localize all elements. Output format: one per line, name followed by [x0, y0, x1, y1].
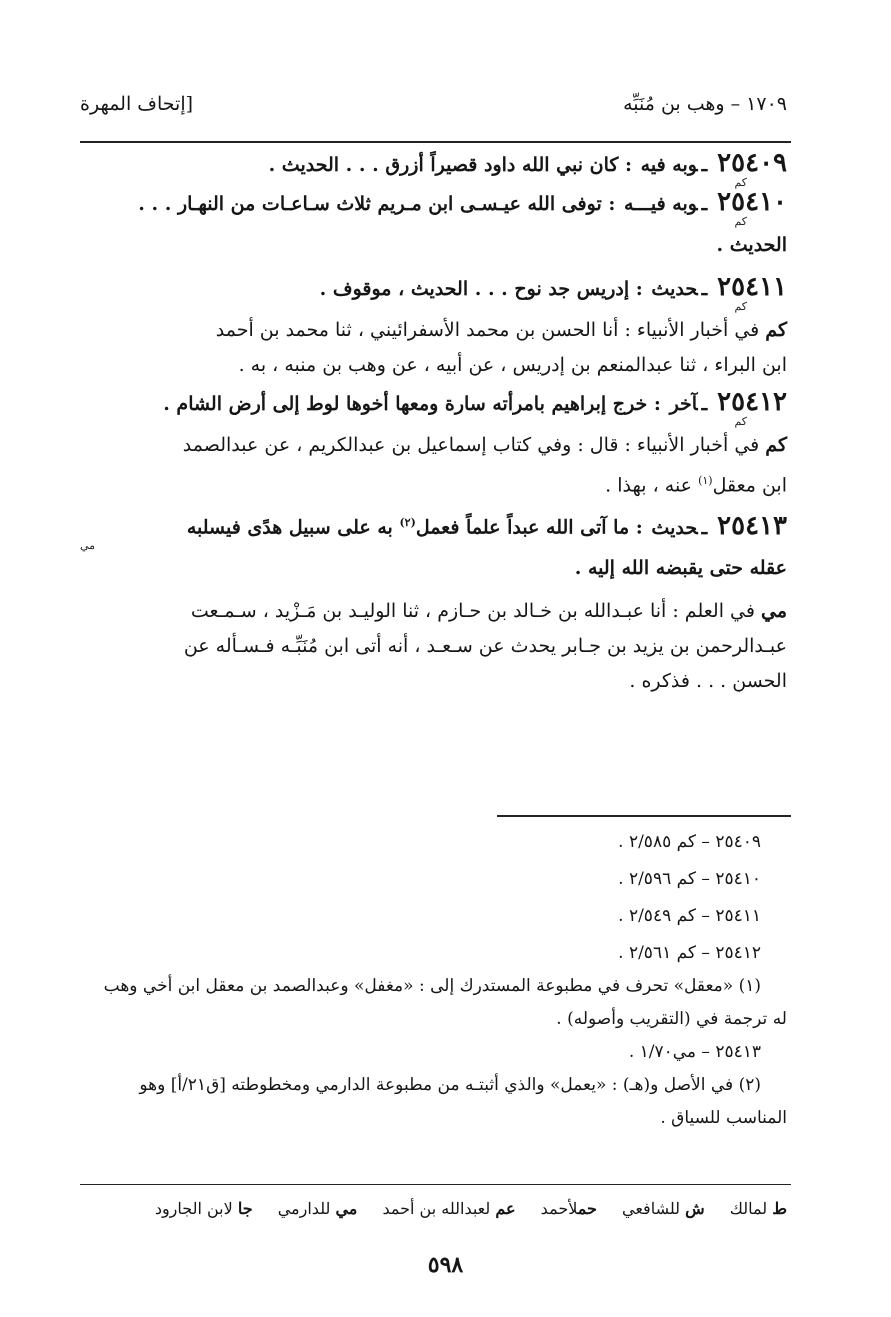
source-text: في العلم : أنا عبـدالله بن خـالد بن حـازم ، ثنا الوليـد بن مَـزْيد ، سـمـعت	[190, 599, 755, 622]
dash: ـ	[701, 278, 708, 300]
source-continuation: ابن البراء ، ثنا عبدالمنعم بن إدريس ، عن أبيه ، عن وهب بن منبه ، به .	[238, 354, 787, 376]
dash: ـ	[701, 154, 708, 176]
entry-continuation: الحديث .	[716, 234, 787, 256]
footnote-note-continuation: له ترجمة في (التقريب وأصوله) .	[556, 1009, 787, 1029]
source-code: كم	[734, 176, 747, 189]
source-paragraph	[80, 313, 787, 348]
footnote-reference: ٢٥٤١٣ – مي١/٧٠ .	[628, 1042, 761, 1062]
abbreviation-item: جا لابن الجارود	[154, 1199, 253, 1218]
entry-text: : ما آتى الله عبداً علماً فعمل	[415, 516, 643, 539]
entry-number: ٢٥٤١٣	[717, 510, 787, 541]
entry-number: ٢٥٤١١	[717, 272, 787, 302]
footnote-rule	[497, 815, 791, 817]
running-header-chapter: ١٧٠٩ – وهب بن مُنَبِّه	[623, 93, 787, 115]
footnote-ref: (٢)	[399, 516, 416, 530]
footnotes	[80, 828, 787, 1133]
footnote-note-continuation: المناسب للسياق .	[660, 1108, 787, 1128]
running-header-book: [إتحاف المهرة	[80, 93, 194, 115]
entry-text: : خرج إبراهيم بامرأته سارة ومعها أخوها لوط إلى أرض الشام .	[163, 393, 661, 415]
dash: ـ	[701, 193, 708, 215]
hadith-entry	[80, 274, 787, 303]
source-continuation: الحسن . . . فذكره .	[629, 669, 787, 692]
source-text: في أخبار الأنبياء : قال : وفي كتاب إسماعيل بن عبدالكريم ، عن عبدالصمد	[182, 434, 760, 456]
abbreviation-item: مي للدارمي	[277, 1199, 358, 1218]
entry-label: حديث	[651, 516, 698, 539]
page-number: ٥٩٨	[427, 1252, 464, 1278]
abbreviation-item: عم لعبدالله بن أحمد	[382, 1199, 516, 1218]
source-code: مي	[80, 538, 96, 552]
source-text: عنه ، بهذا .	[605, 474, 699, 497]
footnote-reference: ٢٥٤١١ – كم ٢/٥٤٩ .	[618, 906, 761, 926]
source-paragraph	[80, 428, 787, 463]
source-continuation	[80, 463, 787, 503]
source-code: كم	[734, 300, 747, 313]
source-code: كم	[734, 415, 747, 428]
hadith-entry	[80, 389, 787, 418]
dash: ـ	[701, 516, 708, 539]
abbreviation-item: حملأحمد	[540, 1199, 597, 1218]
source-label: كم	[765, 434, 787, 456]
entry-label: وبه فيه	[640, 154, 698, 176]
hadith-entry	[80, 150, 787, 179]
dash: ـ	[701, 393, 708, 415]
footnote-reference: ٢٥٤١٢ – كم ٢/٥٦١ .	[618, 943, 761, 963]
abbreviation-item: ش للشافعي	[622, 1199, 705, 1218]
footnote-reference: ٢٥٤١٠ – كم ٢/٥٩٦ .	[618, 869, 761, 889]
source-text: ابن معقل	[712, 474, 787, 497]
source-continuation: عبـدالرحمن بن يزيد بن جـابر يحدث عن سـعـد ، أنه أتى ابن مُنَبِّـه فـسـأله عن	[183, 634, 787, 657]
entry-label: آخر	[669, 393, 698, 415]
hadith-entry	[80, 189, 787, 218]
entry-text: به على سبيل هدًى فيسلبه	[186, 516, 400, 539]
entry-number: ٢٥٤١٠	[717, 187, 787, 217]
entry-label: حديث	[651, 278, 698, 300]
main-text	[80, 150, 787, 699]
entry-text: : إدريس جد نوح . . . الحديث ، موقوف .	[319, 278, 643, 300]
entry-number: ٢٥٤٠٩	[717, 148, 787, 178]
entry-label: وبه فيـــه	[623, 193, 698, 215]
entry-text: : توفى الله عيـسـى ابن مـريم ثلاث سـاعـات من النهـار . . .	[138, 193, 616, 215]
footnote-note: (٢) في الأصل و(هـ) : «يعمل» والذي أثبتـه من مطبوعة الدارمي ومخطوطته [ق٢١/أ] وهو	[139, 1075, 761, 1095]
header-rule	[80, 141, 791, 143]
abbreviation-item: ط لمالك	[729, 1199, 787, 1218]
footnote-ref: (١)	[698, 474, 713, 487]
footnote-note: (١) «معقل» تحرف في مطبوعة المستدرك إلى : «مغفل» وعبدالصمد بن معقل ابن أخي وهب	[103, 976, 761, 996]
source-text: في أخبار الأنبياء : أنا الحسن بن محمد الأسفرائيني ، ثنا محمد بن أحمد	[215, 319, 760, 341]
entry-continuation: عقله حتى يقبضه الله إليه .	[574, 556, 787, 579]
entry-number: ٢٥٤١٢	[717, 387, 787, 417]
footnote-reference: ٢٥٤٠٩ – كم ٢/٥٨٥ .	[618, 832, 761, 852]
hadith-entry	[80, 509, 787, 541]
source-label: مي	[760, 599, 787, 622]
abbreviation-rule	[80, 1184, 791, 1185]
source-label: كم	[765, 319, 787, 341]
source-paragraph	[80, 594, 787, 629]
abbreviation-key	[135, 1196, 787, 1222]
source-code: كم	[734, 215, 747, 228]
entry-text: : كان نبي الله داود قصيراً أزرق . . . الحديث .	[268, 154, 633, 176]
